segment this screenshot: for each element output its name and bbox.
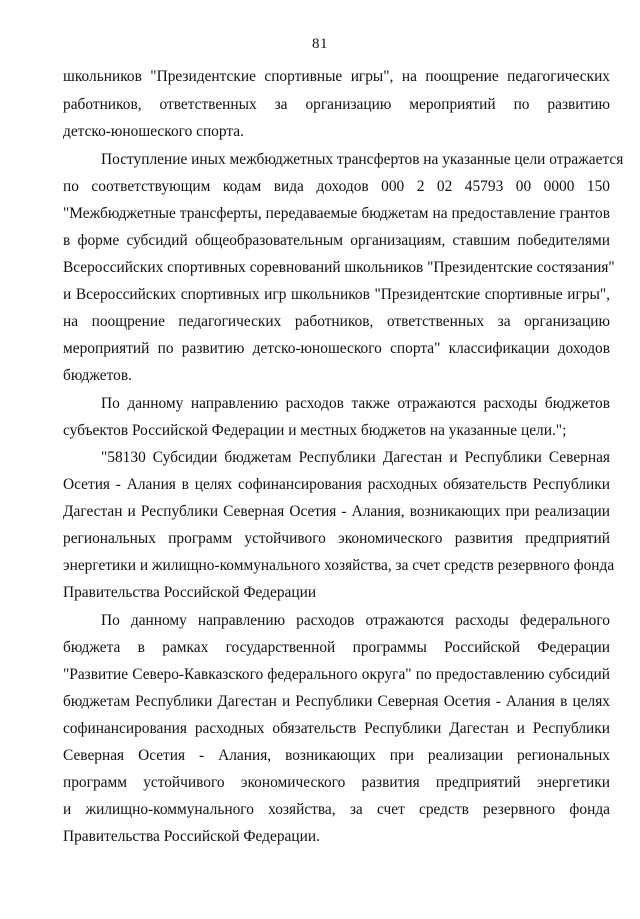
text-line: бюджетам Республики Дагестан и Республики Северная Осетия - Алания в целях [63, 693, 610, 710]
text-line: Дагестан и Республики Северная Осетия - Алания, возникающих при реализации [63, 503, 610, 520]
text-line: субъектов Российской Федерации и местных бюджетов на указанные цели."; [63, 422, 567, 439]
text-line: Поступление иных межбюджетных трансфертов на указанные цели отражается [101, 151, 624, 168]
text-line: мероприятий по развитию детско-юношеского спорта" классификации доходов [63, 340, 610, 357]
text-line: бюджета в рамках государственной программы Российской Федерации [63, 639, 610, 656]
text-line: программ устойчивого экономического развития предприятий энергетики [63, 774, 610, 791]
page-number: 81 [312, 36, 328, 52]
text-line: по соответствующим кодам вида доходов 000 2 02 45793 00 0000 150 [63, 178, 610, 195]
text-line: энергетики и жилищно-коммунального хозяйства, за счет средств резервного фонда [63, 557, 615, 574]
text-line: По данному направлению расходов отражаются расходы федерального [101, 612, 610, 629]
text-line: Правительства Российской Федерации [63, 584, 317, 601]
text-line: софинансирования расходных обязательств Республики Дагестан и Республики [63, 720, 610, 737]
text-line: и Всероссийских спортивных игр школьников "Президентские спортивные игры", [63, 286, 610, 303]
text-line: бюджетов. [63, 367, 132, 384]
text-line: По данному направлению расходов также отражаются расходы бюджетов [101, 395, 610, 412]
text-line: "58130 Субсидии бюджетам Республики Дагестан и Республики Северная [101, 449, 610, 466]
text-line: "Развитие Северо-Кавказского федерального округа" по предоставлению субсидий [63, 666, 610, 683]
text-line: региональных программ устойчивого экономического развития предприятий [63, 530, 610, 547]
text-line: школьников "Президентские спортивные игры", на поощрение педагогических [63, 68, 610, 85]
text-line: Осетия - Алания в целях софинансирования расходных обязательств Республики [63, 476, 610, 493]
text-line: и жилищно-коммунального хозяйства, за счет средств резервного фонда [63, 801, 610, 818]
text-line: Всероссийских спортивных соревнований школьников "Президентские состязания" [63, 259, 615, 276]
text-line: на поощрение педагогических работников, ответственных за организацию [63, 313, 610, 330]
text-line: в форме субсидий общеобразовательным организациям, ставшим победителями [63, 232, 610, 249]
text-line: работников, ответственных за организацию мероприятий по развитию [63, 96, 610, 113]
text-line: детско-юношеского спорта. [63, 123, 244, 140]
text-line: "Межбюджетные трансферты, передаваемые бюджетам на предоставление грантов [63, 205, 610, 222]
text-line: Северная Осетия - Алания, возникающих при реализации региональных [63, 747, 610, 764]
text-line: Правительства Российской Федерации. [63, 828, 320, 845]
